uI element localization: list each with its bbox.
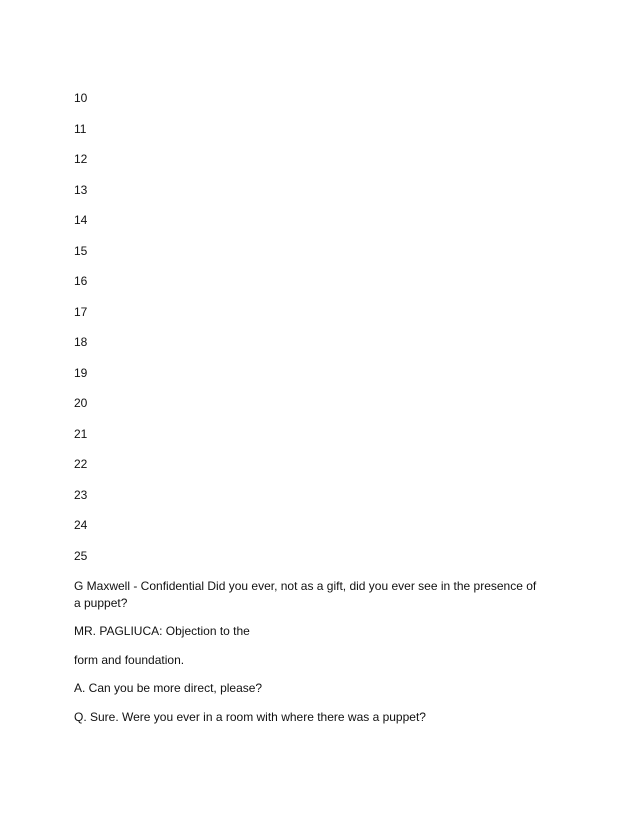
line-number: 19	[74, 365, 88, 380]
line-number-column	[74, 90, 87, 578]
objection-continuation-paragraph: form and foundation.	[74, 652, 185, 667]
line-number: 23	[74, 487, 88, 502]
line-number: 10	[74, 91, 88, 105]
line-number: 15	[74, 243, 88, 258]
line-number: 12	[74, 152, 88, 166]
line-number: 21	[74, 426, 88, 441]
answer-paragraph: A. Can you be more direct, please?	[74, 681, 263, 695]
line-number: 17	[74, 304, 88, 319]
line-number: 11	[74, 121, 87, 136]
line-number: 24	[74, 518, 88, 532]
line-number: 13	[74, 182, 88, 197]
line-number: 18	[74, 335, 88, 349]
objection-paragraph: MR. PAGLIUCA: Objection to the	[74, 624, 250, 638]
line-number: 14	[74, 213, 88, 227]
transcript-text	[74, 578, 544, 737]
line-number: 20	[74, 396, 88, 410]
transcript-question-paragraph: G Maxwell - Confidential Did you ever, not as a gift, did you ever see in the presence of a puppet?	[74, 579, 537, 610]
line-number: 22	[74, 457, 88, 471]
question-paragraph: Q. Sure. Were you ever in a room with where there was a puppet?	[74, 709, 426, 724]
line-number: 25	[74, 548, 88, 563]
line-number: 16	[74, 274, 88, 288]
